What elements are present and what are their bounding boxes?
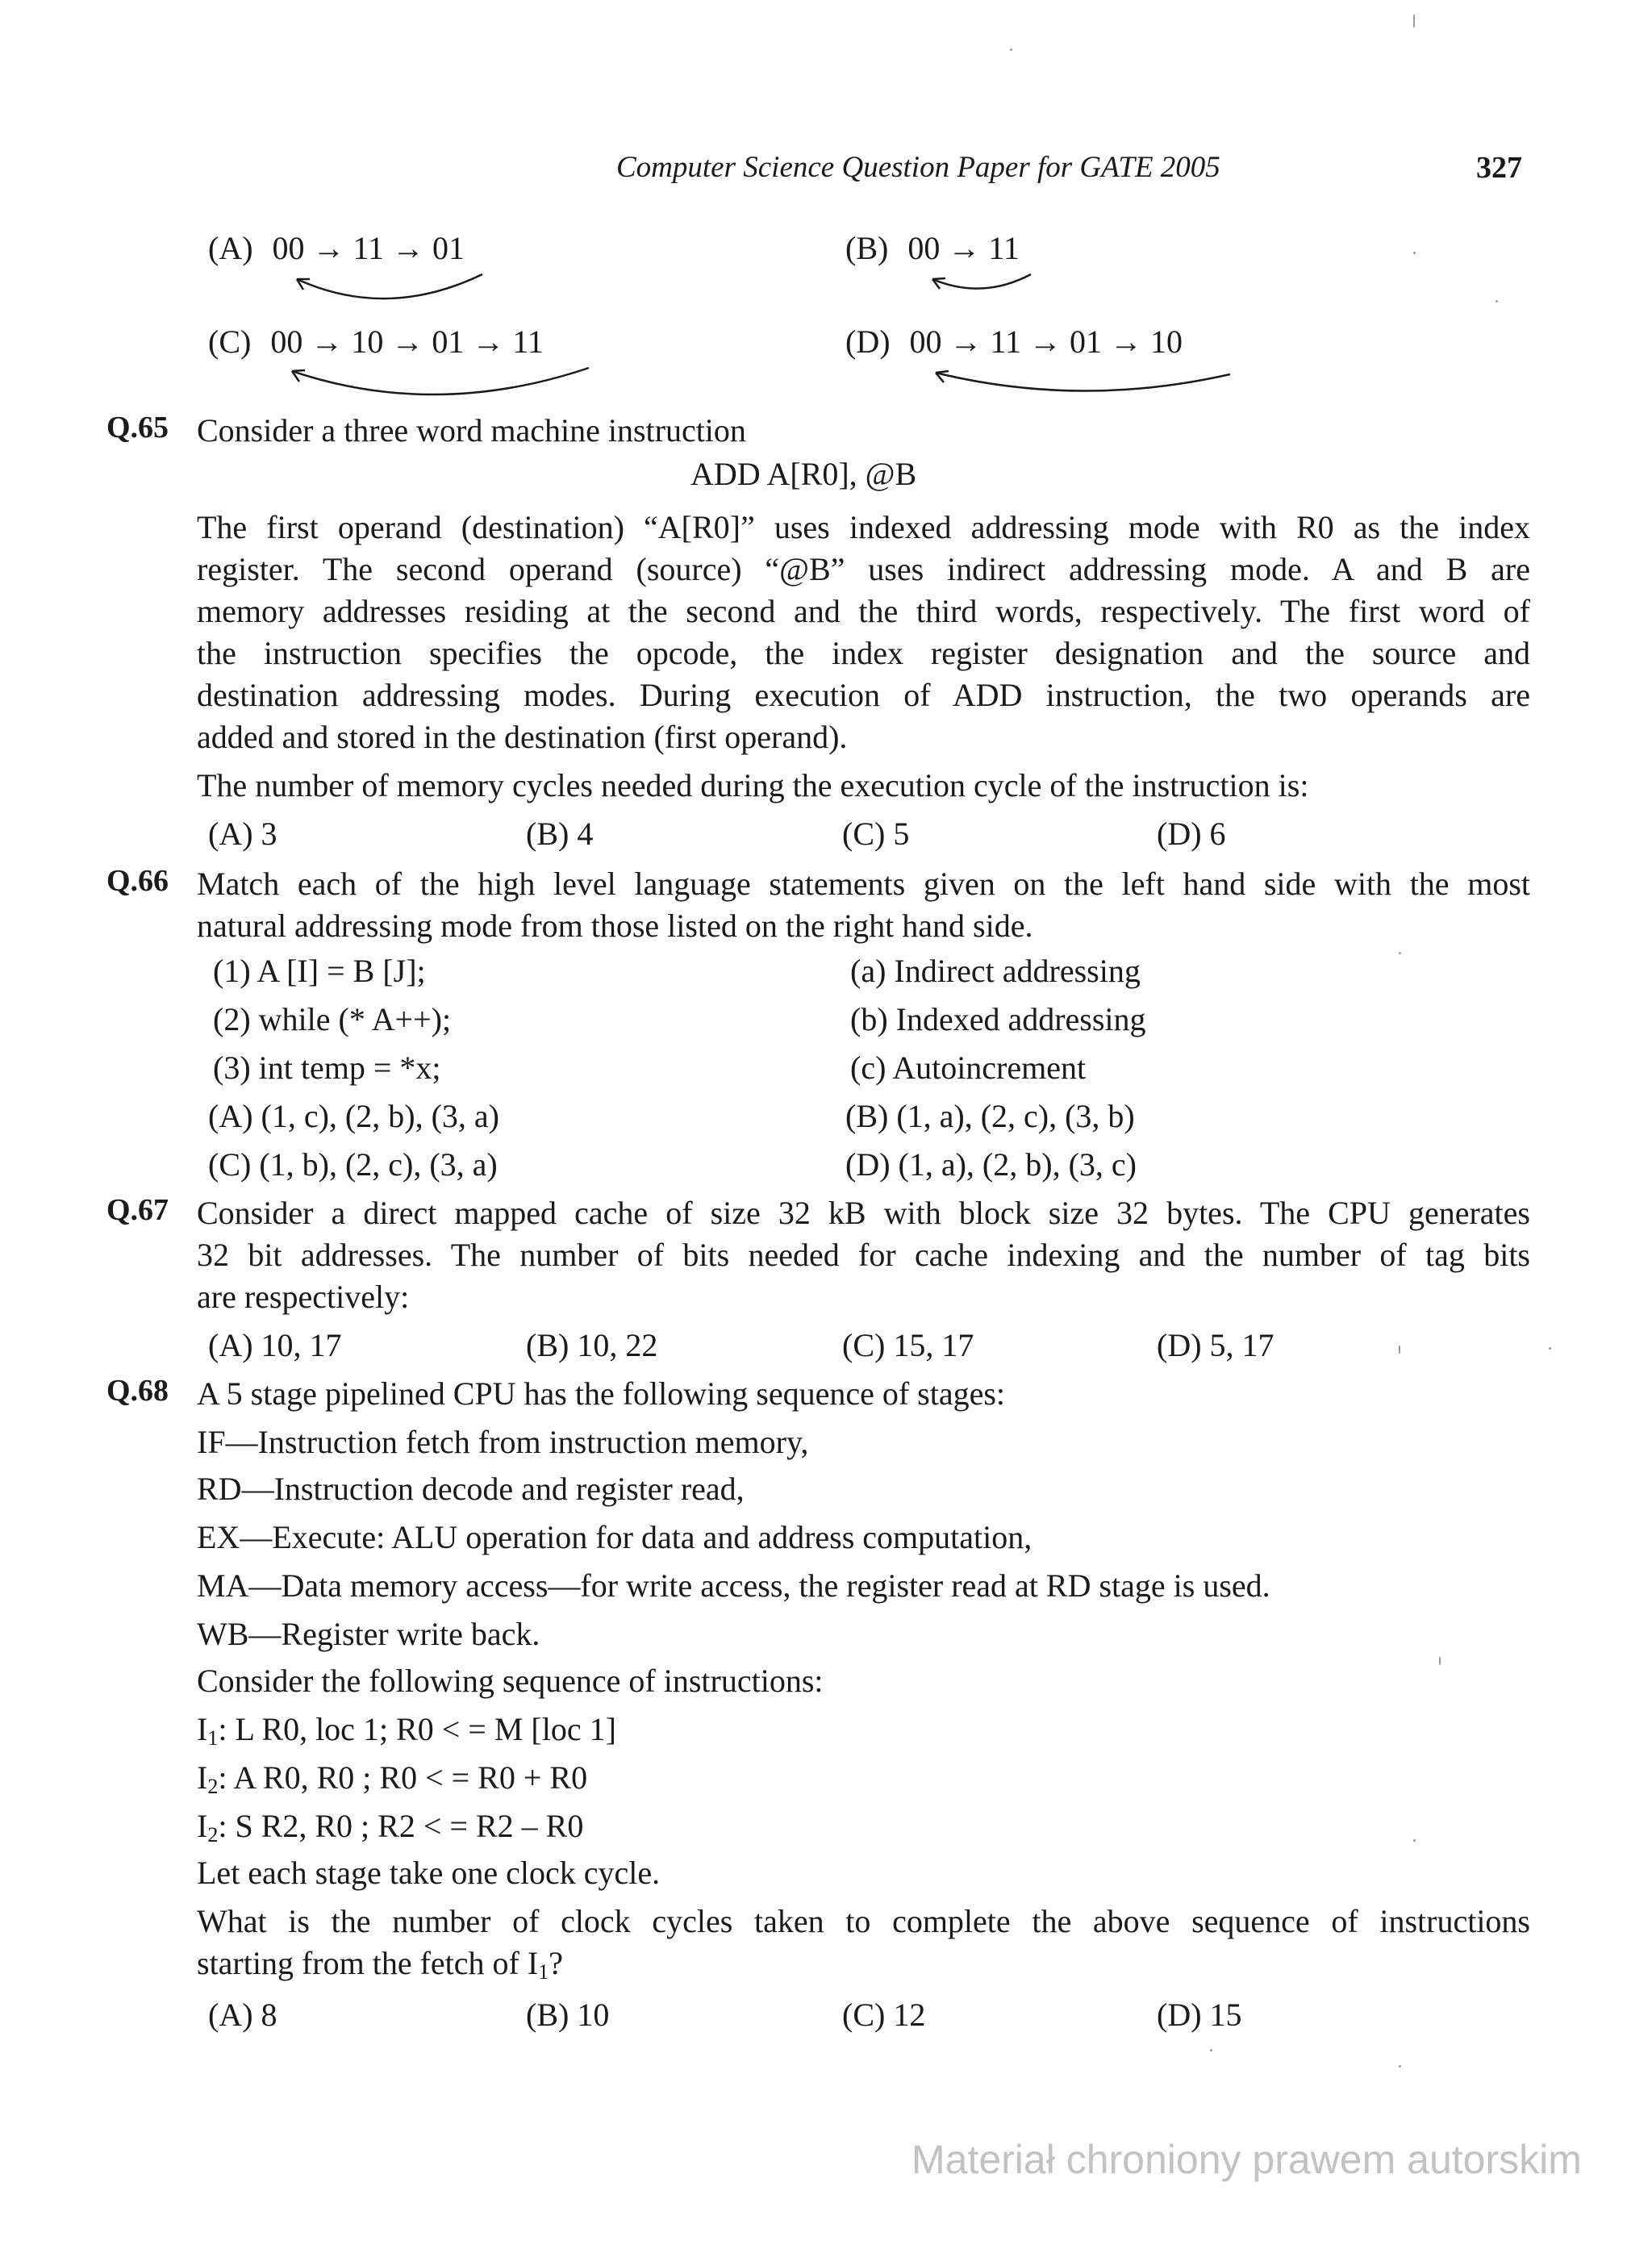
q64-option-b (845, 227, 1020, 269)
q68-option-c: (C) 12 (842, 1997, 926, 2033)
q68-question-subscript: 1 (538, 1960, 549, 1984)
q66-text-line: Match each of the high level language statements given on the left hand side with the most (197, 866, 1530, 902)
q68-option-a: (A) 8 (208, 1997, 277, 2033)
q65-paragraph (197, 507, 1530, 758)
q67-option-a: (A) 10, 17 (208, 1327, 342, 1363)
q68-question-text: starting from the fetch of I (197, 1945, 539, 1981)
q65-question: The number of memory cycles needed during the execution cycle of the instruction is: (197, 767, 1309, 803)
q66-right-item: (a) Indirect addressing (850, 953, 1141, 989)
q64-option-c-text: 00 → 10 → 01 → 11 (270, 323, 544, 360)
q65-option-c: (C) 5 (842, 816, 910, 852)
q67-option-b: (B) 10, 22 (526, 1327, 658, 1363)
q64-option-a-back-arrow (274, 268, 500, 316)
q64-option-c (208, 321, 544, 363)
q68-question (197, 1901, 1530, 1993)
q65-paragraph-line: added and stored in the destination (first operand). (197, 719, 848, 755)
q64-option-d-text: 00 → 11 → 01 → 10 (909, 323, 1183, 360)
q67-text-line: are respectively: (197, 1279, 410, 1315)
scan-speck (1210, 2049, 1212, 2051)
q68-consider: Consider the following sequence of instructions: (197, 1663, 824, 1699)
scan-speck (1496, 300, 1498, 303)
q65-option-b: (B) 4 (526, 816, 594, 852)
q64-option-d-back-arrow (920, 361, 1242, 410)
q66-option-d: (D) (1, a), (2, b), (3, c) (845, 1146, 1137, 1183)
q68-stage-ma: MA—Data memory access—for write access, the register read at RD stage is used. (197, 1567, 1270, 1604)
q68-let: Let each stage take one clock cycle. (197, 1855, 661, 1891)
q64-option-b-text: 00 → 11 (907, 230, 1020, 266)
q67-number: Q.67 (106, 1193, 169, 1227)
q68-number: Q.68 (106, 1374, 169, 1408)
q66-right-item: (b) Indexed addressing (850, 1001, 1146, 1037)
q66-option-b: (B) (1, a), (2, c), (3, b) (845, 1098, 1135, 1134)
q68-stage-if: IF—Instruction fetch from instruction memory, (197, 1424, 809, 1460)
instruction-text: : L R0, loc 1; R0 < = M [loc 1] (218, 1711, 616, 1747)
q66-text (197, 863, 1530, 947)
scan-speck (1413, 15, 1415, 27)
q67-text-line: 32 bit addresses. The number of bits needed for cache indexing and the number of tag bits (197, 1237, 1530, 1273)
q67-option-c: (C) 15, 17 (842, 1327, 974, 1363)
q67-option-d: (D) 5, 17 (1157, 1327, 1274, 1363)
q65-number: Q.65 (106, 411, 169, 444)
instruction-text: : A R0, R0 ; R0 < = R0 + R0 (218, 1759, 588, 1796)
q66-left-item: (2) while (* A++); (213, 1001, 452, 1037)
q64-option-d-label: (D) (845, 323, 891, 360)
instruction-subscript: 1 (207, 1726, 219, 1750)
q66-text-line: natural addressing mode from those listed on the right hand side. (197, 908, 1033, 944)
q66-number: Q.66 (106, 864, 169, 898)
q68-question-line: What is the number of clock cycles taken to complete the above sequence of instructions (197, 1903, 1530, 1939)
instruction-label: I (197, 1808, 208, 1844)
scan-speck (1399, 952, 1401, 954)
q65-intro: Consider a three word machine instruction (197, 412, 746, 449)
q64-option-b-label: (B) (845, 230, 889, 266)
q68-question-mark: ? (549, 1945, 563, 1981)
q68-stage-wb: WB—Register write back. (197, 1616, 540, 1652)
q65-instruction: ADD A[R0], @B (690, 456, 917, 492)
q65-paragraph-line: The first operand (destination) “A[R0]” uses indexed addressing mode with R0 as the index (197, 509, 1530, 545)
instruction-subscript: 2 (207, 1775, 219, 1798)
q68-instruction-2 (197, 1757, 587, 1808)
q65-paragraph-line: the instruction specifies the opcode, the index register designation and the source and (197, 635, 1530, 671)
page-number: 327 (1476, 151, 1522, 185)
q68-intro: A 5 stage pipelined CPU has the following sequence of stages: (197, 1375, 1006, 1412)
q67-text-line: Consider a direct mapped cache of size 32 kB with block size 32 bytes. The CPU generates (197, 1195, 1530, 1231)
q68-stage-ex: EX—Execute: ALU operation for data and address computation, (197, 1519, 1032, 1555)
instruction-label: I (197, 1711, 208, 1747)
q66-left-item: (3) int temp = *x; (213, 1050, 441, 1086)
running-header: Computer Science Question Paper for GATE 2005 (616, 151, 1220, 184)
q64-option-a-label: (A) (208, 230, 253, 266)
scan-speck (1439, 1657, 1441, 1665)
q64-option-a (208, 227, 465, 269)
copyright-watermark: Materiał chroniony prawem autorskim (912, 2137, 1582, 2182)
q68-option-d: (D) 15 (1157, 1997, 1242, 2033)
q65-paragraph-line: destination addressing modes. During execution of ADD instruction, the two operands are (197, 677, 1530, 713)
q64-option-c-label: (C) (208, 323, 252, 360)
scan-speck (1399, 1346, 1400, 1354)
instruction-label: I (197, 1759, 208, 1796)
q65-paragraph-line: register. The second operand (source) “@B” uses indirect addressing mode. A and B are (197, 551, 1530, 587)
q66-option-a: (A) (1, c), (2, b), (3, a) (208, 1098, 499, 1134)
q64-option-d (845, 321, 1183, 363)
q65-option-d: (D) 6 (1157, 816, 1226, 852)
q64-option-c-back-arrow (274, 361, 597, 410)
q68-instruction-3 (197, 1805, 583, 1856)
scan-speck (1413, 1839, 1416, 1842)
q66-option-c: (C) (1, b), (2, c), (3, a) (208, 1146, 498, 1183)
instruction-subscript: 2 (207, 1823, 219, 1847)
q68-stage-rd: RD—Instruction decode and register read, (197, 1471, 745, 1507)
scan-speck (1413, 252, 1416, 254)
q67-text (197, 1192, 1530, 1318)
q66-right-item: (c) Autoincrement (850, 1050, 1087, 1086)
q68-question-line (197, 1943, 1530, 1993)
scan-speck (1399, 2065, 1401, 2068)
q68-instruction-1 (197, 1709, 616, 1759)
q66-left-item: (1) A [I] = B [J]; (213, 953, 426, 989)
q64-option-b-back-arrow (910, 268, 1055, 300)
q65-option-a: (A) 3 (208, 816, 277, 852)
q65-paragraph-line: memory addresses residing at the second and the third words, respectively. The first word of (197, 593, 1530, 629)
scan-speck (1010, 48, 1012, 51)
instruction-text: : S R2, R0 ; R2 < = R2 – R0 (218, 1808, 584, 1844)
q64-option-a-text: 00 → 11 → 01 (272, 230, 465, 266)
scan-speck (1549, 1347, 1551, 1350)
q68-option-b: (B) 10 (526, 1997, 610, 2033)
